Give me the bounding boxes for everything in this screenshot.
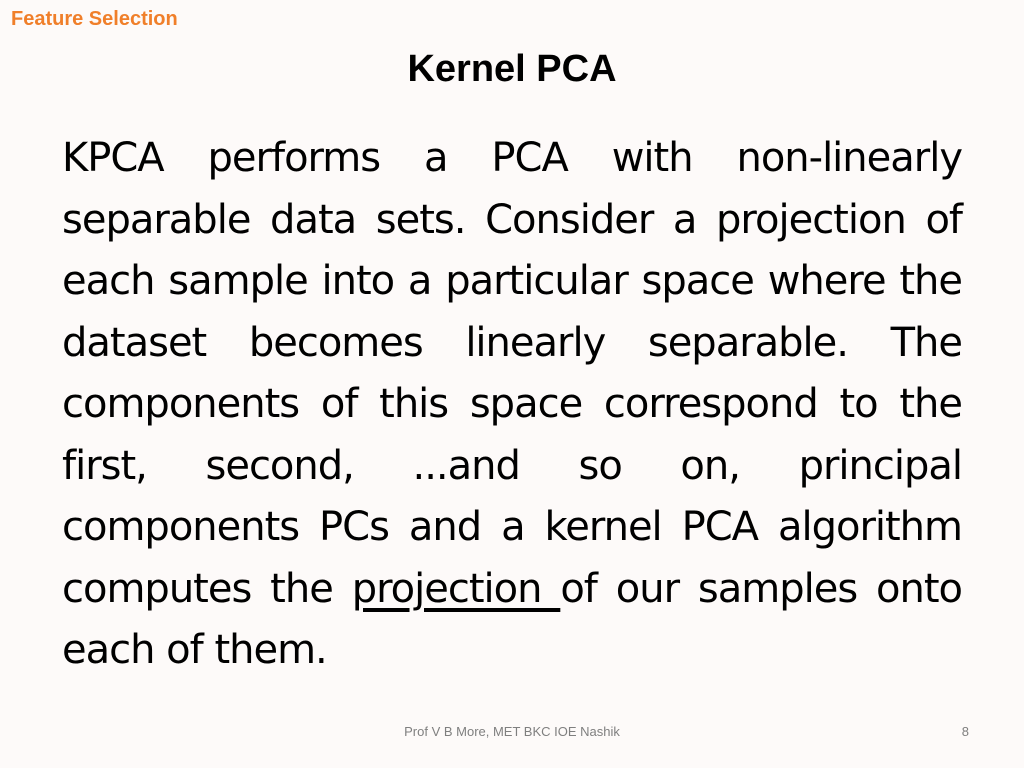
- projection-link[interactable]: projection: [351, 565, 561, 612]
- slide-body: [62, 128, 962, 682]
- body-text-part-2: of our samples onto each of them.: [62, 565, 963, 673]
- footer-credit: Prof V B More, MET BKC IOE Nashik: [404, 724, 620, 739]
- section-label: Feature Selection: [11, 8, 178, 30]
- body-text-part-1: KPCA performs a PCA with non-linearly separable data sets. Consider a projection of each sample into a particular space where the dataset becomes linearly separable. The components of this space correspond to the first, second, ...and so on, principal components PCs and a kernel PCA algorithm computes the: [62, 135, 962, 612]
- page-number: 8: [961, 724, 969, 739]
- slide-title: Kernel PCA: [407, 48, 617, 90]
